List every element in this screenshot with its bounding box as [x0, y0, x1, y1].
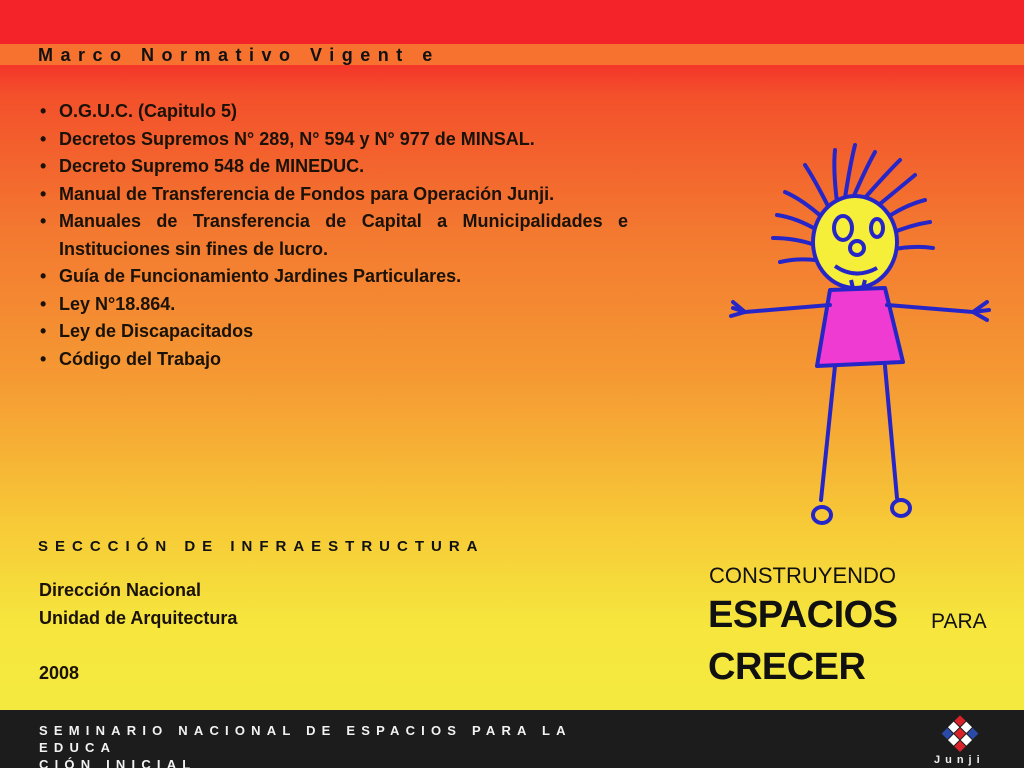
child-drawing-illustration: [725, 130, 1015, 530]
footer-line-1: SEMINARIO NACIONAL DE ESPACIOS PARA LA EDUCA: [39, 723, 572, 755]
junji-logo-icon: [938, 715, 982, 755]
year-label: 2008: [39, 663, 80, 683]
list-item-text: Decretos Supremos N° 289, N° 594 y N° 977 de MINSAL.: [59, 128, 535, 149]
list-item-text: Ley de Discapacitados: [59, 321, 254, 341]
footer-line-2: CIÓN INICIAL: [39, 757, 197, 768]
list-item: [40, 318, 628, 346]
bullet: •: [40, 101, 47, 121]
legs: [813, 366, 910, 523]
list-item: [40, 291, 628, 319]
list-item: [40, 98, 628, 126]
footer-bar: [0, 710, 1024, 768]
list-item-text: Decreto Supremo 548 de MINEDUC.: [59, 156, 365, 176]
bullet: •: [40, 266, 47, 286]
bullet: •: [40, 321, 47, 341]
regulation-list: [40, 98, 628, 373]
list-item: [40, 153, 628, 181]
list-item: [40, 181, 628, 209]
bullet: •: [40, 293, 47, 314]
slide-title: Marco Normativo Vigent e: [38, 45, 440, 65]
brand-line-espacios: ESPACIOS: [708, 594, 898, 636]
list-item-text: Manual de Transferencia de Fondos para Operación Junji.: [59, 183, 555, 204]
bullet: •: [40, 183, 47, 204]
bullet: •: [40, 348, 47, 369]
bullet: •: [40, 128, 47, 149]
bullet: •: [40, 211, 47, 231]
direction-label: Dirección Nacional: [39, 580, 202, 600]
brand-line-para: PARA: [931, 610, 987, 633]
list-item-text: Manuales de Transferencia de Capital a Municipalidades e Instituciones sin fines de lucro.: [59, 211, 628, 259]
section-title: SECCCIÓN DE INFRAESTRUCTURA: [38, 538, 485, 555]
list-item-text: Código del Trabajo: [59, 348, 222, 369]
unit-label: Unidad de Arquitectura: [39, 608, 238, 628]
brand-line-construyendo: CONSTRUYENDO: [709, 563, 897, 588]
top-band: [0, 0, 1024, 44]
list-item: [40, 346, 628, 374]
list-item-text: Ley N°18.864.: [59, 293, 176, 314]
list-item: [40, 263, 628, 291]
bullet: •: [40, 156, 47, 176]
brand-line-crecer: CRECER: [708, 646, 866, 688]
dress: [817, 288, 903, 366]
list-item-text: O.G.U.C. (Capitulo 5): [59, 101, 237, 121]
footer-seminar-text: [39, 722, 639, 768]
junji-logo-text: Junji: [934, 754, 985, 766]
list-item: [40, 208, 628, 263]
list-item: [40, 126, 628, 154]
list-item-text: Guía de Funcionamiento Jardines Particulares.: [59, 266, 462, 286]
